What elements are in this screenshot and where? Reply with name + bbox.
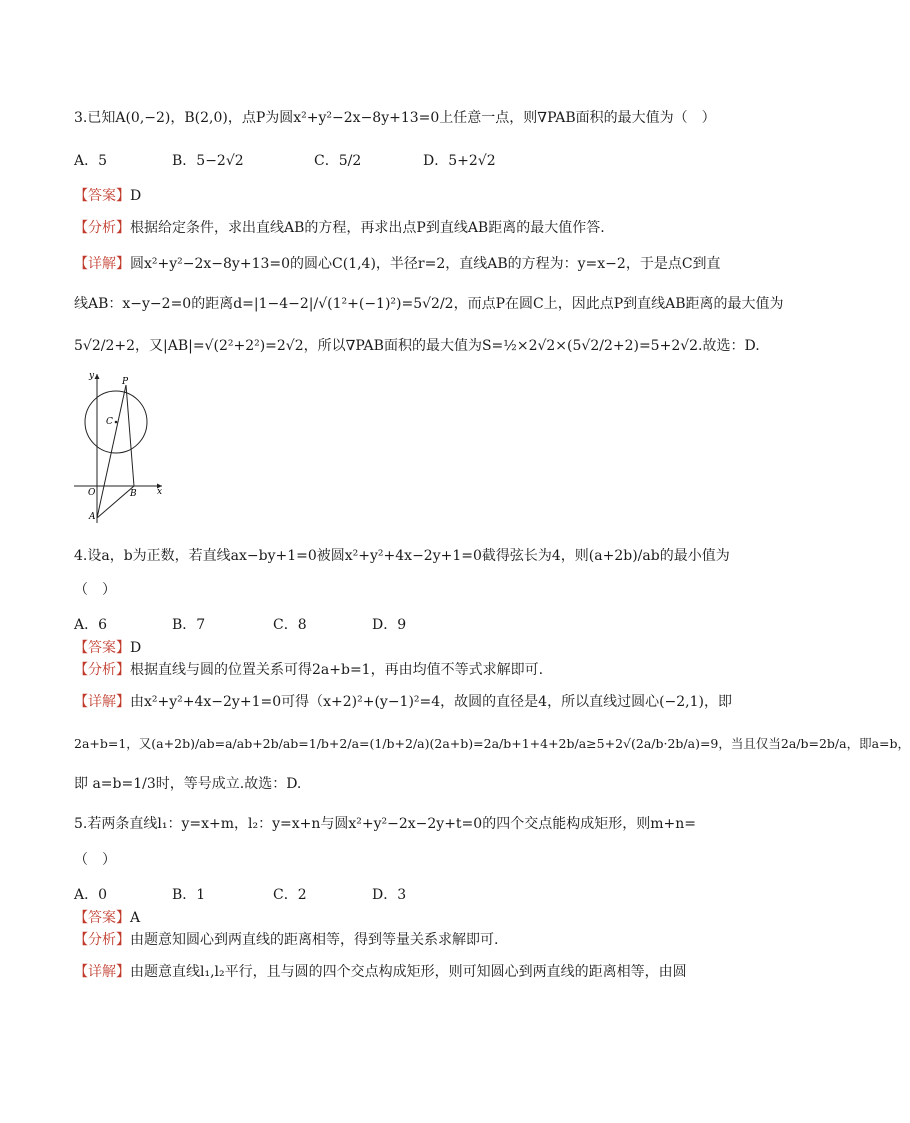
center-point <box>115 421 118 424</box>
q4-detail-line-3: 即 a=b=1/3时，等号成立.故选：D. <box>74 776 302 792</box>
q4-detail-line-1 <box>74 692 732 712</box>
q4-option-b: B．7 <box>172 617 206 633</box>
segment-pb <box>126 385 134 486</box>
answer-tag: 【答案】 <box>74 640 130 656</box>
segment-ap <box>97 385 126 518</box>
q3-stem: 3.已知A(0,−2)，B(2,0)，点P为圆x²+y²−2x−8y+13=0上任意一点，则∇PAB面积的最大值为（ ） <box>74 110 716 126</box>
analysis-text: 根据给定条件，求出直线AB的方程，再求出点P到直线AB距离的最大值作答. <box>130 220 605 236</box>
q5-stem: 5.若两条直线l₁：y=x+m，l₂：y=x+n与圆x²+y²−2x−2y+t=0的四个交点能构成矩形，则m+n= <box>74 816 696 832</box>
y-axis-arrow <box>95 374 100 379</box>
analysis-text: 根据直线与圆的位置关系可得2a+b=1，再由均值不等式求解即可. <box>130 662 544 678</box>
q3-analysis <box>74 218 605 238</box>
q4-answer <box>74 638 141 658</box>
label-c: C <box>106 417 113 427</box>
label-x: x <box>157 487 163 497</box>
detail-tag: 【详解】 <box>74 694 130 710</box>
answer-value: A <box>130 910 141 926</box>
q4-option-c: C．8 <box>273 617 307 633</box>
analysis-text: 由题意知圆心到两直线的距离相等，得到等量关系求解即可. <box>130 932 499 948</box>
analysis-tag: 【分析】 <box>74 220 130 236</box>
q3-detail-line-1 <box>74 254 721 274</box>
q5-paren: （ ） <box>74 852 116 868</box>
label-a: A <box>89 512 96 522</box>
q4-detail-line-2: 2a+b=1，又(a+2b)/ab=a/ab+2b/ab=1/b+2/a=(1/b+2/a)(2a+b)=2a/b+1+4+2b/a≥5+2√(2a/b·2b/a)=9，当且仅当2a/b=2b/a，即a=b， <box>74 736 910 751</box>
detail-text: 由x²+y²+4x−2y+1=0可得（x+2)²+(y−1)²=4，故圆的直径是4，所以直线过圆心(−2,1)，即 <box>130 694 732 710</box>
q3-option-b: B．5−2√2 <box>172 153 244 169</box>
q3-answer <box>74 186 141 206</box>
label-b: B <box>130 489 137 499</box>
q5-option-b: B．1 <box>172 887 206 903</box>
q5-answer <box>74 908 140 928</box>
answer-value: D <box>130 188 142 204</box>
q3-option-c: C．5/2 <box>314 153 362 169</box>
q3-geometry-figure <box>74 368 174 528</box>
q3-option-a: A．5 <box>74 153 108 169</box>
q5-option-c: C．2 <box>273 887 307 903</box>
q5-detail-line-1 <box>74 962 687 982</box>
answer-tag: 【答案】 <box>74 910 130 926</box>
q5-option-a: A．0 <box>74 887 108 903</box>
q3-option-d: D．5+2√2 <box>423 153 496 169</box>
q3-detail-line-2: 线AB：x−y−2=0的距离d=|1−4−2|/√(1²+(−1)²)=5√2/2，而点P在圆C上，因此点P到直线AB距离的最大值为 <box>74 296 784 312</box>
analysis-tag: 【分析】 <box>74 662 130 678</box>
q5-analysis <box>74 930 498 950</box>
label-o: O <box>88 488 96 498</box>
q4-option-a: A．6 <box>74 617 108 633</box>
q4-stem: 4.设a，b为正数，若直线ax−by+1=0被圆x²+y²+4x−2y+1=0截得弦长为4，则(a+2b)/ab的最小值为 <box>74 548 730 564</box>
q4-analysis <box>74 660 543 680</box>
label-p: P <box>122 377 129 387</box>
q5-option-d: D．3 <box>372 887 407 903</box>
q3-detail-line-3: 5√2/2+2，又|AB|=√(2²+2²)=2√2，所以∇PAB面积的最大值为S=½×2√2×(5√2/2+2)=5+2√2.故选：D. <box>74 338 760 354</box>
q4-paren: （ ） <box>74 582 116 598</box>
label-y: y <box>89 371 95 381</box>
detail-tag: 【详解】 <box>74 964 130 980</box>
answer-value: D <box>130 640 142 656</box>
detail-tag: 【详解】 <box>74 256 130 272</box>
detail-text: 由题意直线l₁,l₂平行，且与圆的四个交点构成矩形，则可知圆心到两直线的距离相等，由圆 <box>130 964 687 980</box>
detail-text: 圆x²+y²−2x−8y+13=0的圆心C(1,4)，半径r=2，直线AB的方程为：y=x−2，于是点C到直 <box>130 256 721 272</box>
analysis-tag: 【分析】 <box>74 932 130 948</box>
answer-tag: 【答案】 <box>74 188 130 204</box>
q4-option-d: D．9 <box>372 617 407 633</box>
